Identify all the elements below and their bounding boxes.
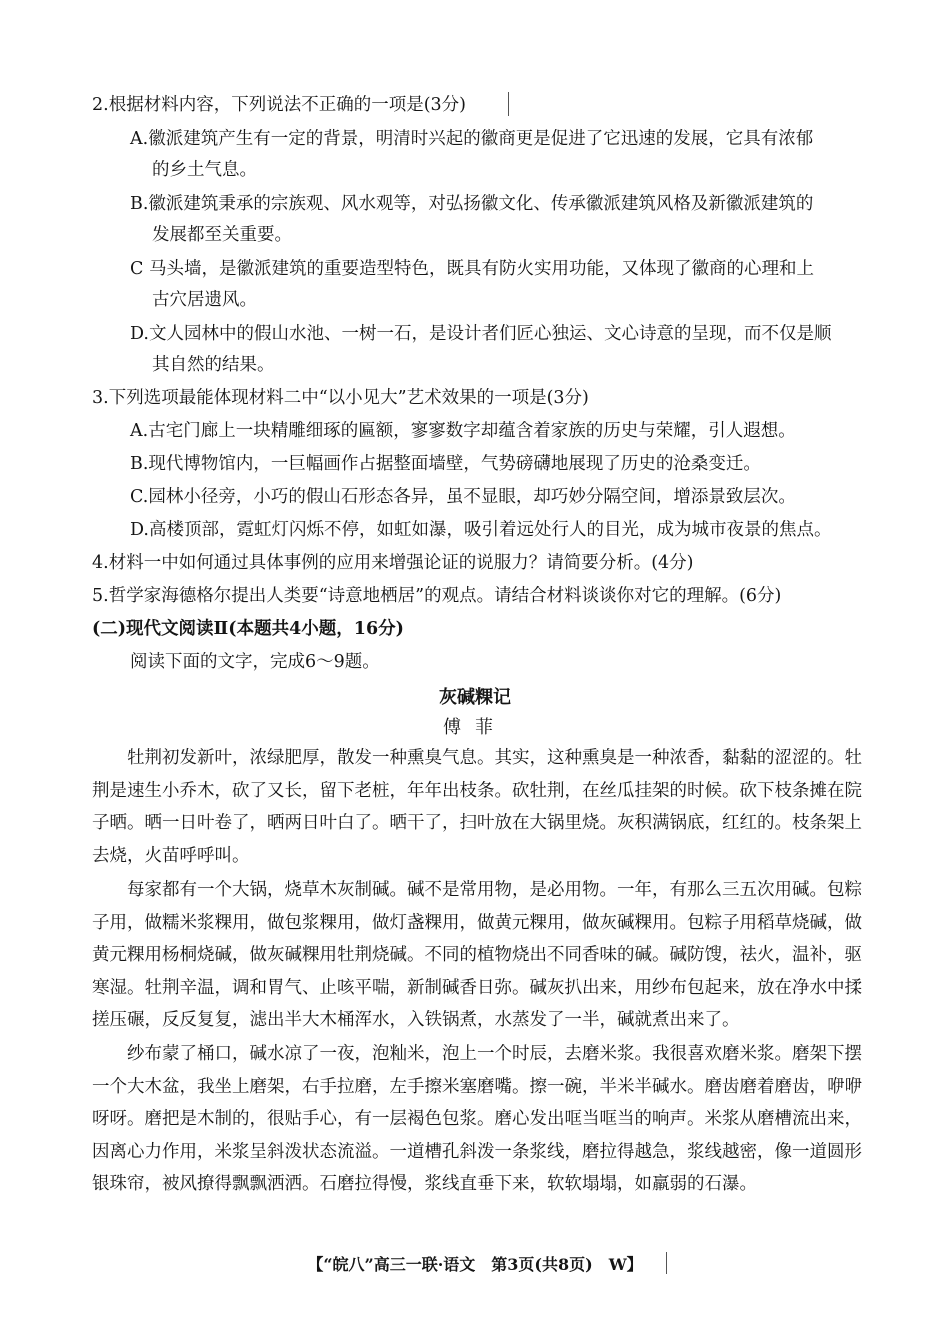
question-3-option-a: A.古宅门廊上一块精雕细琢的匾额，寥寥数字却蕴含着家族的历史与荣耀，引人遐想。 [130, 421, 796, 441]
scan-mark [508, 92, 509, 116]
article-author: 傅菲 [443, 717, 507, 738]
question-3-option-c: C.园林小径旁，小巧的假山石形态各异，虽不显眼，却巧妙分隔空间，增添景致层次。 [130, 487, 796, 507]
question-3-option-d: D.高楼顶部，霓虹灯闪烁不停，如虹如瀑，吸引着远处行人的目光，成为城市夜景的焦点。 [130, 520, 832, 540]
question-2-option-d: D.文人园林中的假山水池、一树一石，是设计者们匠心独运、文心诗意的呈现，而不仅是顺 [130, 324, 832, 344]
question-2-option-a: A.徽派建筑产生有一定的背景，明清时兴起的徽商更是促进了它迅速的发展，它具有浓郁 [130, 129, 814, 149]
section-instruction: 阅读下面的文字，完成6～9题。 [130, 652, 380, 672]
page-footer: 【“皖八”高三一联·语文 第3页(共8页) W】 [307, 1255, 643, 1274]
question-2-option-c-cont: 古穴居遗风。 [152, 290, 257, 310]
question-2-option-b-cont: 发展都至关重要。 [152, 225, 292, 245]
article-paragraph-1: 牡荆初发新叶，浓绿肥厚，散发一种熏臭气息。其实，这种熏臭是一种浓香，黏黏的涩涩的。牡荆是速生小乔木，砍了又长，留下老桩，年年出枝条。砍牡荆，在丝瓜挂架的时候。砍下枝条摊在院子晒。晒一日叶卷了，晒两日叶白了。晒干了，扫叶放在大锅里烧。灰积满锅底，红红的。枝条架上去烧，火苗呼呼叫。 [92, 748, 862, 866]
article-title: 灰碱粿记 [439, 687, 511, 708]
question-2-stem: 2.根据材料内容，下列说法不正确的一项是(3分) [92, 95, 466, 115]
question-3-stem: 3.下列选项最能体现材料二中“以小见大”艺术效果的一项是(3分) [92, 388, 589, 408]
article-paragraph-3: 纱布蒙了桶口，碱水凉了一夜，泡籼米，泡上一个时辰，去磨米浆。我很喜欢磨米浆。磨架下摆一个大木盆，我坐上磨架，右手拉磨，左手擦米塞磨嘴。擦一碗，半米半碱水。磨齿磨着磨齿，咿咿呀呀。磨把是木制的，很贴手心，有一层褐色包浆。磨心发出哐当哐当的响声。米浆从磨槽流出来，因离心力作用，米浆呈斜泼状态流溢。一道槽孔斜泼一条浆线，磨拉得越急，浆线越密，像一道圆形银珠帘，被风撩得飘飘洒洒。石磨拉得慢，浆线直垂下来，软软塌塌，如羸弱的石瀑。 [92, 1044, 862, 1195]
question-2-option-b: B.徽派建筑秉承的宗族观、风水观等，对弘扬徽文化、传承徽派建筑风格及新徽派建筑的 [130, 194, 814, 214]
question-4: 4.材料一中如何通过具体事例的应用来增强论证的说服力？请简要分析。(4分) [92, 553, 694, 573]
article-paragraph-2: 每家都有一个大锅，烧草木灰制碱。碱不是常用物，是必用物。一年，有那么三五次用碱。包粽子用，做糯米浆粿用，做包浆粿用，做灯盏粿用，做黄元粿用，做灰碱粿用。包粽子用稻草烧碱，做黄元粿用杨桐烧碱，做灰碱粿用牡荆烧碱。不同的植物烧出不同香味的碱。碱防馊，祛火，温补，驱寒湿。牡荆辛温，调和胃气、止咳平喘，新制碱香日弥。碱灰扒出来，用纱布包起来，放在净水中揉搓压碾，反反复复，滤出半大木桶浑水，入铁锅煮，水蒸发了一半，碱就煮出来了。 [92, 880, 862, 1031]
question-3-option-b: B.现代博物馆内，一巨幅画作占据整面墙壁，气势磅礴地展现了历史的沧桑变迁。 [130, 454, 761, 474]
section-heading: (二)现代文阅读Ⅱ(本题共4小题，16分) [92, 619, 404, 639]
question-2-option-d-cont: 其自然的结果。 [152, 355, 275, 375]
question-5: 5.哲学家海德格尔提出人类要“诗意地栖居”的观点。请结合材料谈谈你对它的理解。(6分) [92, 586, 782, 606]
question-2-option-c: C 马头墙，是徽派建筑的重要造型特色，既具有防火实用功能，又体现了徽商的心理和上 [130, 259, 814, 279]
question-2-option-a-cont: 的乡土气息。 [152, 160, 257, 180]
scan-mark-footer [666, 1252, 667, 1274]
